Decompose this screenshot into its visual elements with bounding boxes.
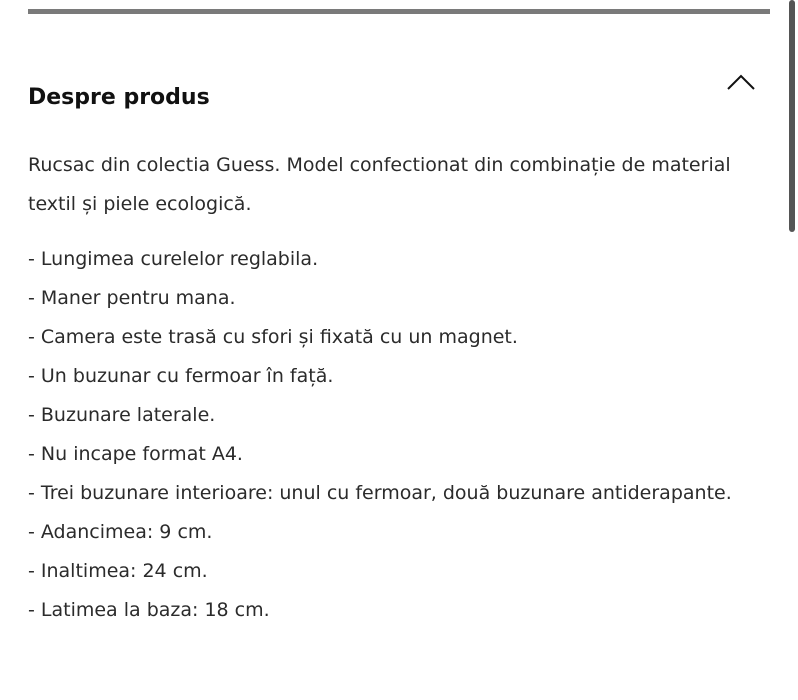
feature-item: - Maner pentru mana. — [28, 287, 236, 309]
scrollbar-thumb[interactable] — [789, 0, 795, 232]
feature-item: - Trei buzunare interioare: unul cu fermoar, două buzunare antiderapante. — [28, 482, 732, 504]
section-title: Despre produs — [28, 85, 210, 111]
about-product-accordion-header[interactable] — [28, 60, 758, 111]
feature-item: - Buzunare laterale. — [28, 404, 216, 426]
feature-item: - Inaltimea: 24 cm. — [28, 560, 208, 582]
description-intro: Rucsac din colectia Guess. Model confectionat din combinație de material textil și piele ecologică. — [28, 154, 731, 215]
chevron-up-icon[interactable] — [726, 70, 756, 94]
feature-item: - Adancimea: 9 cm. — [28, 521, 213, 543]
product-description — [28, 146, 763, 630]
feature-item: - Camera este trasă cu sfori și fixată cu un magnet. — [28, 326, 518, 348]
feature-item: - Latimea la baza: 18 cm. — [28, 599, 270, 621]
section-divider — [28, 9, 770, 14]
feature-item: - Nu incape format A4. — [28, 443, 243, 465]
feature-list — [28, 240, 763, 630]
feature-item: - Lungimea curelelor reglabila. — [28, 248, 319, 270]
feature-item: - Un buzunar cu fermoar în față. — [28, 365, 334, 387]
